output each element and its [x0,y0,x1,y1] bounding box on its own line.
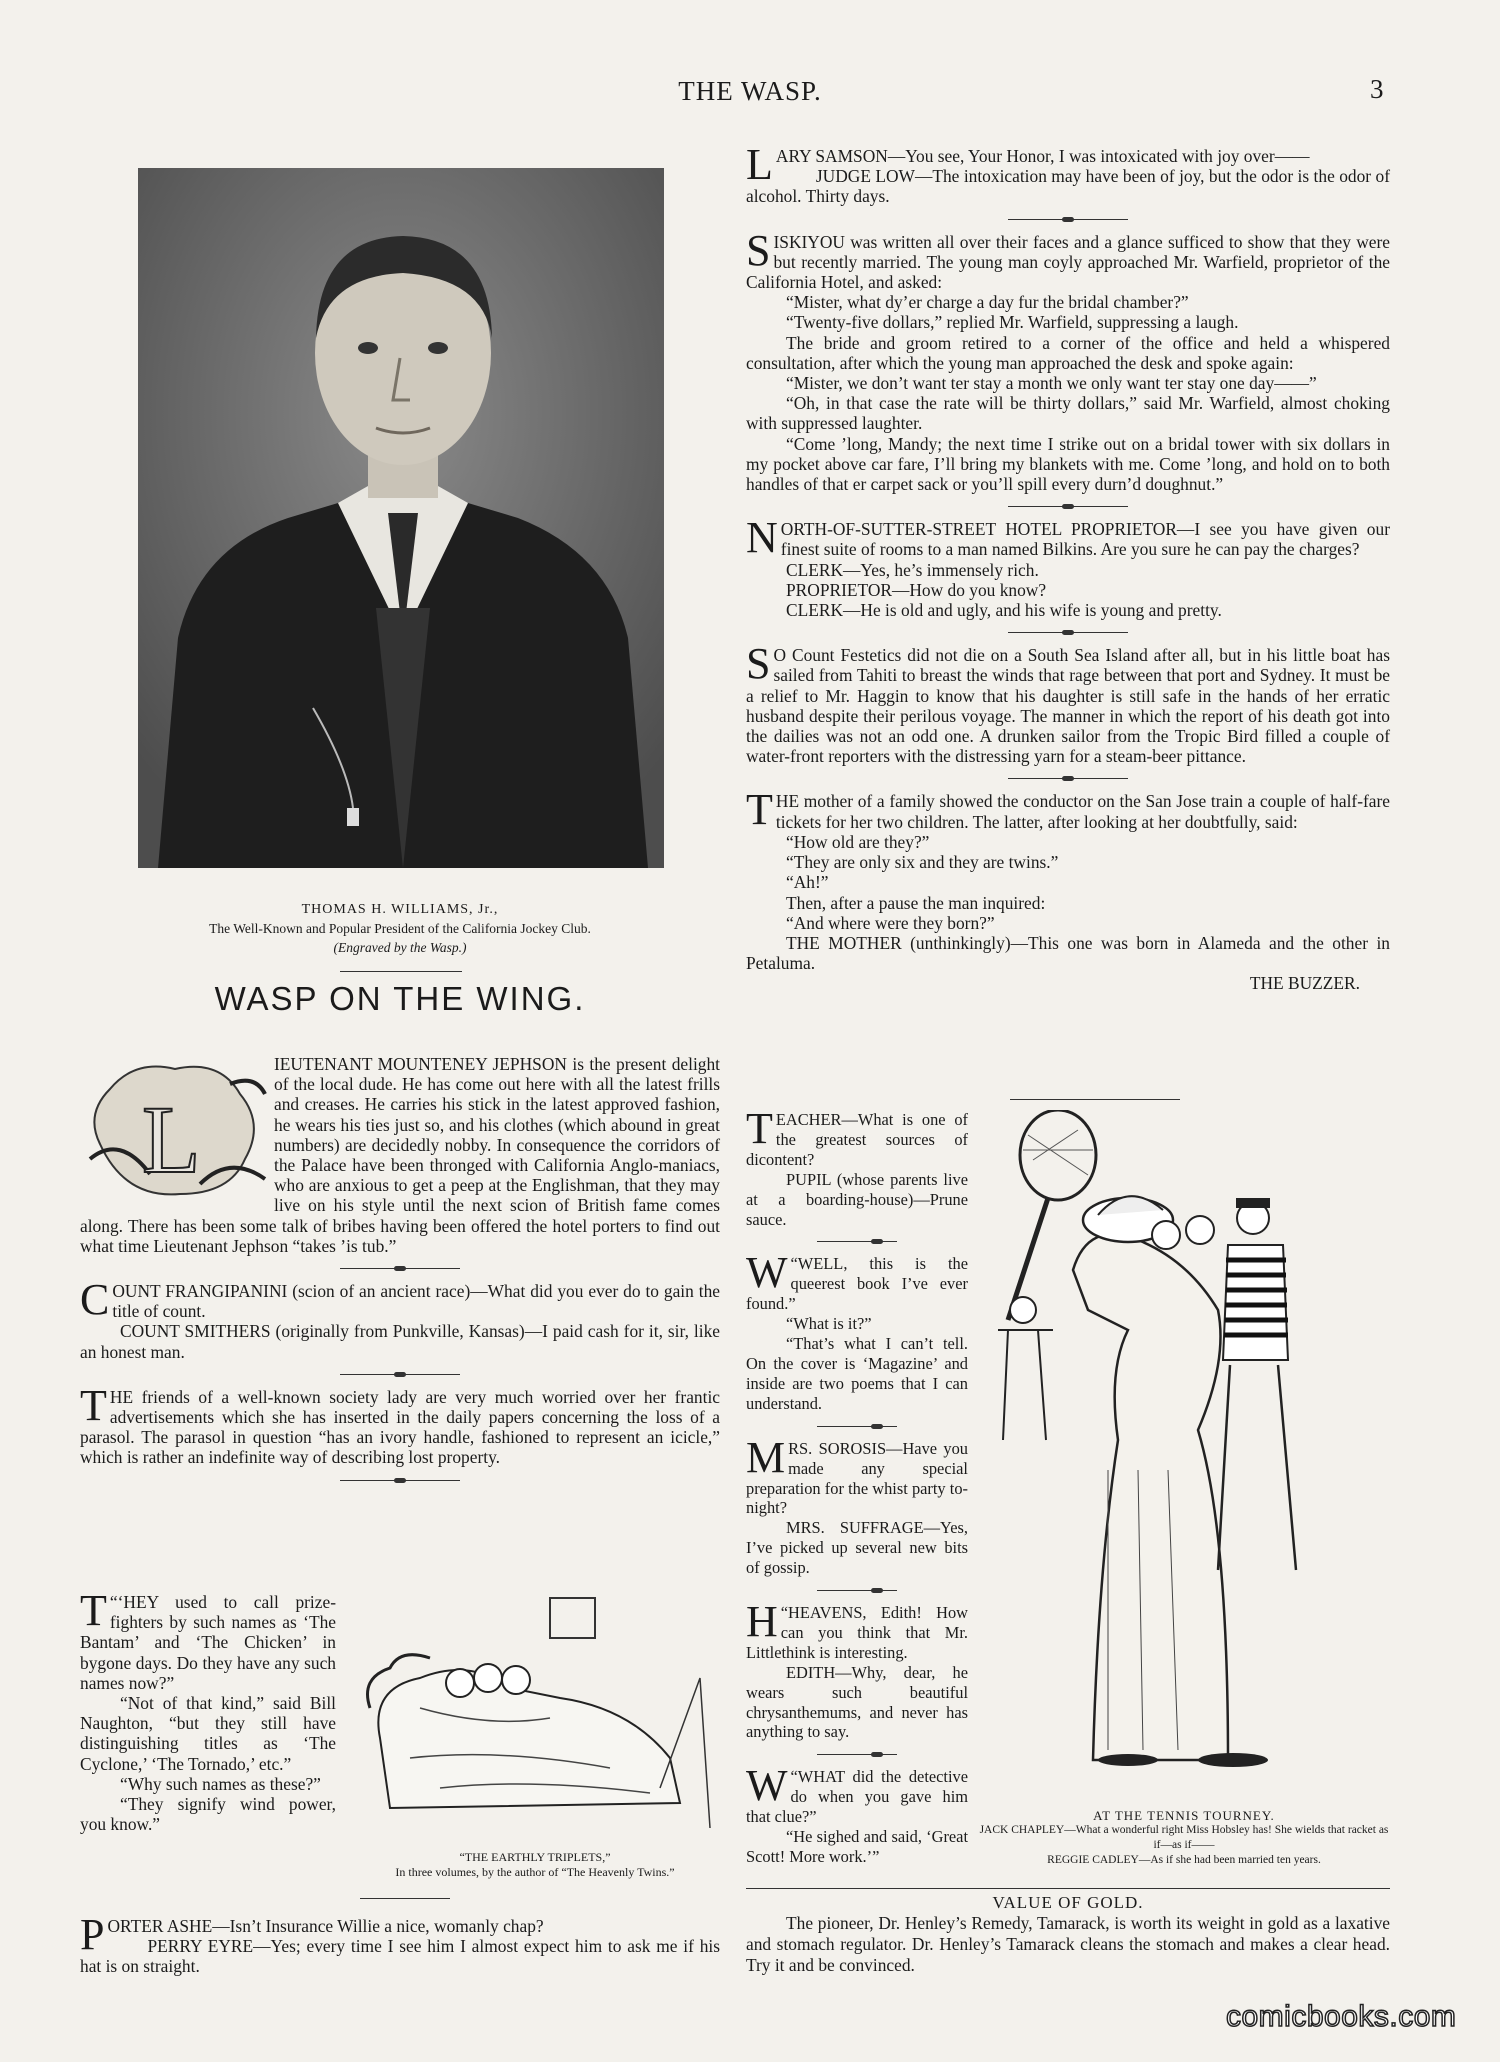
separator-rule [817,1241,897,1242]
left-column-top [80,1054,720,1493]
hotel-line-1: ORTH-OF-SUTTER-STREET HOTEL PROPRIETOR—I see you have given our finest suite of rooms to a man named Bilkins. Are you sure he can pay the charges? [780,519,1390,560]
siskiyou-line-2: “Mister, what dy’er charge a day fur the bridal chamber?” [786,292,1189,313]
festetics-text: O Count Festetics did not die on a South Sea Island after all, but in his little boat has sailed from Tahiti to breast the winds that rage between that port and Sydney. It must be a relief to Mr. Haggin to know that his daughter is still safe in the hands of her erratic husband despite their perilous voyage. The manner in which the report of his death got into the dailies was not an odd one. A drunken sailor from the Tropic Bird filled a couple of water-front reporters with the distressing yarn for a steam-beer pittance. [746,645,1390,767]
twins-line-3: “They are only six and they are twins.” [786,852,1059,873]
twins-line-4: “Ah!” [786,872,829,893]
sorosis-line2: MRS. SUFFRAGE—Yes, I’ve picked up several new bits of gossip. [746,1518,968,1578]
detective-line2: “He sighed and said, ‘Great Scott! More work.’” [746,1827,968,1866]
article-sorosis [746,1432,968,1578]
running-head: THE WASP. [678,76,822,106]
detective-line1: “WHAT did the detective do when you gave him that clue?” [746,1767,968,1827]
triplets-caption-sub: In three volumes, by the author of “The Heavenly Twins.” [395,1865,675,1879]
porter-line1: ORTER ASHE—Isn’t Insurance Willie a nice, womanly chap? [107,1916,544,1936]
right-narrow-column [746,1104,968,1867]
fighters-line-1: “‘HEY used to call prize-fighters by such names as ‘The Bantam’ and ‘The Chicken’ in bygone days. Do they have any such names now?” [80,1592,336,1693]
samson-line2: JUDGE LOW—The intoxication may have been of joy, but the odor is the odor of alcohol. Thirty days. [746,166,1390,207]
separator-rule [340,1480,460,1481]
porter-line2: PERRY EYRE—Yes; every time I see him I almost expect him to ask me if his hat is on straight. [80,1936,720,1977]
drop-cap: M [746,1432,786,1482]
drop-cap: T [746,785,773,835]
decorated-initial [80,1054,270,1204]
teacher-line1: EACHER—What is one of the greatest sources of dicontent? [746,1110,968,1169]
twins-line-6: “And where were they born?” [786,912,995,933]
drop-cap: T [80,1380,107,1430]
portrait-photo [138,168,664,868]
page-number: 3 [1370,74,1384,104]
siskiyou-line-1: ISKIYOU was written all over their faces and a glance sufficed to show that they were but recently married. The young man coyly approached Mr. Warfield, proprietor of the California Hotel, and asked: [746,231,1390,293]
drop-cap: N [746,513,778,563]
fighters-line-4: “They signify wind power, you know.” [80,1794,336,1835]
samson-line1: ARY SAMSON—You see, Your Honor, I was intoxicated with joy over—— [775,146,1310,166]
siskiyou-line-3: “Twenty-five dollars,” replied Mr. Warfield, suppressing a laugh. [786,312,1239,333]
separator-rule [340,1268,460,1269]
siskiyou-line-6: “Oh, in that case the rate will be thirty dollars,” said Mr. Warfield, almost choking with suppressed laughter. [746,393,1390,434]
drop-cap: W [746,1761,788,1811]
drop-cap: C [80,1275,110,1325]
portrait-credit: (Engraved by the Wasp.) [333,940,467,955]
separator-rule [817,1590,897,1591]
triplets-illustration [350,1588,720,1848]
article-frangipanini [80,1275,720,1362]
teacher-line2: PUPIL (whose parents live at a boarding-house)—Prune sauce. [746,1169,968,1229]
advertisement [746,1892,1390,1976]
separator-rule [340,1374,460,1375]
edith-line2: EDITH—Why, dear, he wears such beautiful chrysanthemums, and never has anything to say. [746,1662,968,1742]
article-porter [80,1910,720,1977]
tennis-drawing [978,1110,1390,1800]
frangipanini-line1: OUNT FRANGIPANINI (scion of an ancient race)—What did you ever do to gain the title of count. [112,1281,720,1322]
twins-line-7: THE MOTHER (unthinkingly)—This one was born in Alameda and the other in Petaluma. [746,932,1390,974]
left-column-fighters [80,1586,336,1835]
tennis-illustration [978,1110,1390,1800]
drop-cap: S [746,639,771,689]
twins-line-1: HE mother of a family showed the conductor on the San Jose train a couple of half-fare tickets for her two children. The latter, after looking at her doubtfully, said: [775,791,1390,832]
triplets-caption-title: “THE EARTHLY TRIPLETS,” [459,1850,611,1864]
article-parasol [80,1380,720,1468]
frangipanini-line2: COUNT SMITHERS (originally from Punkville, Kansas)—I paid cash for it, sir, like an honest man. [80,1321,720,1362]
advertisement-title: VALUE OF GOLD. [992,1893,1144,1912]
book-line-2: “What is it?” [786,1314,872,1334]
article-twins [746,785,1390,994]
siskiyou-line-5: “Mister, we don’t want ter stay a month we only want ter stay one day——” [786,373,1317,394]
drop-cap: P [80,1910,105,1959]
article-edith [746,1597,968,1742]
parasol-text: HE friends of a well-known society lady are very much worried over her frantic advertisements which she has inserted in the daily papers concerning the loss of a parasol. The parasol in question “has an ivory handle, fashioned to represent an icicle,” which is rather an indefinite way of describing lost property. [80,1386,720,1468]
drop-cap: L [746,140,773,189]
book-line-1: “WELL, this is the queerest book I’ve ever found.” [746,1254,968,1314]
drop-cap: S [746,225,771,275]
tennis-caption-line2: REGGIE CADLEY—As if she had been married ten years. [1047,1854,1321,1866]
twins-line-5: Then, after a pause the man inquired: [786,892,1046,913]
advertisement-text: The pioneer, Dr. Henley’s Remedy, Tamarack, is worth its weight in gold as a laxative and stomach regulator. Dr. Henley’s Tamarack cleans the stomach and makes a clear head. Try it and be convinced. [746,1913,1390,1975]
drop-cap: T [746,1104,773,1153]
separator-rule [817,1754,897,1755]
book-line-3: “That’s what I can’t tell. On the cover is ‘Magazine’ and inside are two poems that I can understand. [746,1334,968,1413]
separator-rule [360,1898,450,1899]
article-hotel [746,513,1390,621]
drop-cap: H [746,1597,778,1647]
edith-line1: “HEAVENS, Edith! How can you think that Mr. Littlethink is interesting. [746,1603,968,1662]
twins-line-2: “How old are they?” [786,831,930,852]
tennis-caption [978,1808,1390,1868]
article-teacher [746,1104,968,1229]
ornamental-initial-l [80,1054,270,1204]
article-jephson [80,1054,720,1256]
separator-rule [1008,219,1128,220]
portrait-description: The Well-Known and Popular President of the California Jockey Club. [209,921,591,936]
separator-rule [817,1426,897,1427]
siskiyou-line-4: The bride and groom retired to a corner of the office and held a whispered consultation, after which the young man approached the desk and spoke again: [746,332,1390,373]
article-detective [746,1761,968,1867]
triplets-caption [340,1850,730,1880]
section-headline: WASP ON THE WING. [214,980,586,1017]
portrait-name: THOMAS H. WILLIAMS, Jr., [301,902,499,917]
twins-signature: THE BUZZER. [1249,973,1360,994]
sorosis-line1: RS. SOROSIS—Have you made any special preparation for the whist party to-night? [746,1438,968,1518]
portrait-illustration [138,168,664,868]
tennis-caption-line1: JACK CHAPLEY—What a wonderful right Miss Hobsley has! She wields that racket as if—as if—— [979,1824,1389,1851]
triplets-drawing [350,1588,720,1848]
fighters-line-2: “Not of that kind,” said Bill Naughton, “but they still have distinguishing titles as ‘The Cyclone,’ ‘The Tornado,’ etc.” [80,1693,336,1774]
separator-rule [1010,1099,1180,1100]
fighters-line-3: “Why such names as these?” [120,1773,321,1794]
advertisement-top-rule [746,1888,1390,1889]
hotel-line-2: CLERK—Yes, he’s immensely rich. [786,559,1039,580]
portrait-caption [120,900,680,957]
tennis-caption-title: AT THE TENNIS TOURNEY. [1093,1808,1275,1823]
caption-rule [340,971,462,972]
article-siskiyou [746,225,1390,495]
hotel-line-4: CLERK—He is old and ugly, and his wife is young and pretty. [786,600,1222,621]
article-book [746,1248,968,1413]
jephson-text: IEUTENANT MOUNTENEY JEPHSON is the present delight of the local dude. He has come out here with all the latest frills and creases. He carries his stick in the latest approved fashion, he wears his ties just so, and his clothes (which abound in great numbers) are decidedly nobby. In consequence the corridors of the Palace have been thronged with California Anglo-maniacs, who are anxious to get a peep at the Englishman, that they may live on his style until the next scion of British fame comes along. There has been some talk of bribes having been offered the hotel porters to find out what time Lieutenant Jephson “takes ’is tub.” [80,1054,720,1256]
separator-rule [1008,632,1128,633]
separator-rule [1008,778,1128,779]
separator-rule [1008,506,1128,507]
right-column-top [746,140,1390,994]
initial-letter: L [142,1086,201,1193]
drop-cap: T [80,1586,107,1635]
article-festetics [746,639,1390,767]
siskiyou-line-7: “Come ’long, Mandy; the next time I strike out on a bridal tower with six dollars in my pocket above car fare, I’ll bring my blankets with me. Come ’long, and hold on to both handles of that er carpet sack or you’ll spill every durn’d doughnut.” [746,433,1390,495]
hotel-line-3: PROPRIETOR—How do you know? [786,579,1047,600]
watermark: comicbooks.com [1226,2000,1457,2033]
drop-cap: W [746,1248,788,1298]
article-samson [746,140,1390,207]
